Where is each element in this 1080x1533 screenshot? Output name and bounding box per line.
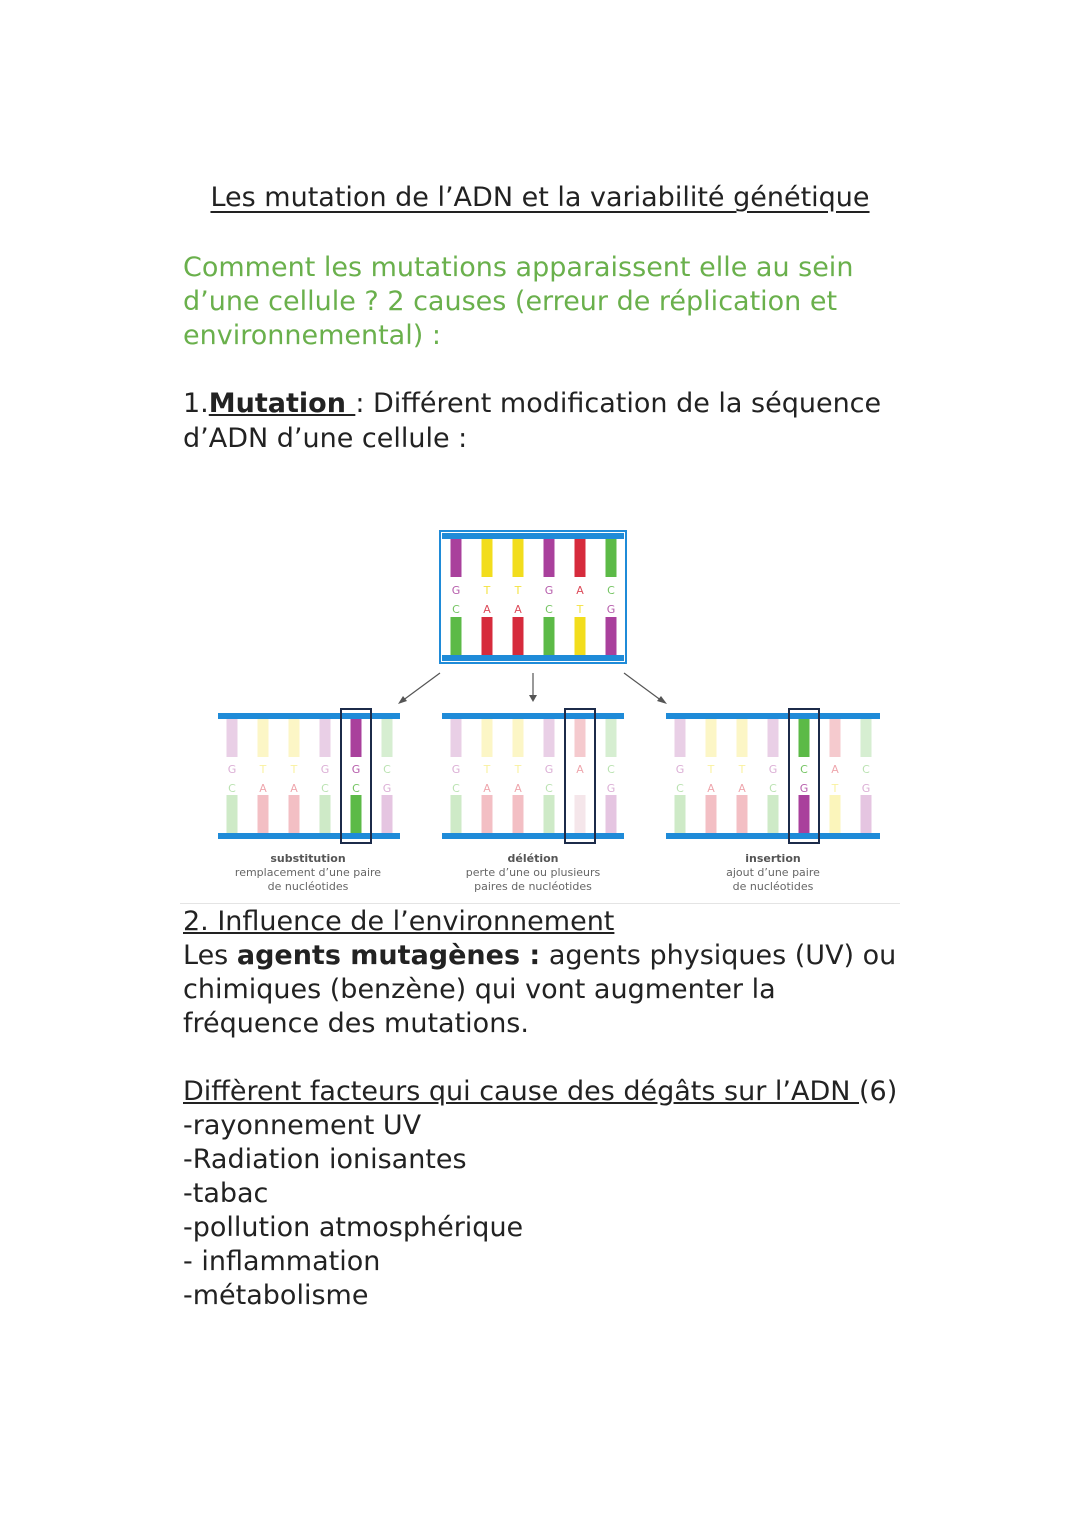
panel-insertion-base-bottom-5: T [831, 782, 839, 795]
section-divider [180, 903, 900, 904]
panel-insertion-bar-top-5 [830, 719, 841, 757]
panel-insertion-bar-bottom-5 [830, 795, 841, 833]
dna-original [440, 531, 626, 663]
list-item: -rayonnement UV [183, 1110, 422, 1141]
dna-original-bar-bottom-5 [606, 617, 617, 655]
caption-substitution-desc1: remplacement d’une paire [234, 866, 382, 879]
list-item: -pollution atmosphérique [183, 1212, 524, 1243]
panel-insertion-bar-top-4 [799, 719, 810, 757]
panel-substitution-base-bottom-2: A [290, 782, 298, 795]
panel-substitution-bar-top-4 [351, 719, 362, 757]
panel-substitution-base-bottom-5: G [382, 782, 392, 795]
caption-substitution-title: substitution [270, 852, 346, 865]
panel-substitution-bar-top-2 [289, 719, 300, 757]
arrow-right [624, 673, 662, 701]
dna-original-bar-bottom-0 [451, 617, 462, 655]
environment-section [183, 905, 903, 1041]
factors-heading-line [183, 1075, 943, 1109]
panel-insertion-bar-bottom-6 [861, 795, 872, 833]
caption-deletion-desc2: paires de nucléotides [474, 880, 592, 893]
panel-insertion-bar-top-0 [675, 719, 686, 757]
panel-deletion-base-bottom-5: G [606, 782, 616, 795]
panel-deletion-backbone-top [442, 713, 624, 719]
factors-section [183, 1075, 943, 1313]
caption-insertion-title: insertion [745, 852, 801, 865]
panel-substitution-bar-bottom-1 [258, 795, 269, 833]
panel-deletion-bar-top-5 [606, 719, 617, 757]
panel-deletion-base-top-5: C [607, 763, 615, 776]
panel-substitution-base-top-4: G [351, 763, 361, 776]
panel-deletion-bar-top-2 [513, 719, 524, 757]
panel-substitution-backbone-bottom [218, 833, 400, 839]
panel-insertion-base-top-4: C [800, 763, 808, 776]
dna-original-base-top-4: A [576, 584, 584, 597]
panel-substitution-base-top-0: G [227, 763, 237, 776]
dna-original-bar-top-2 [513, 539, 524, 577]
panel-insertion-bar-bottom-1 [706, 795, 717, 833]
panel-insertion-base-bottom-4: G [799, 782, 809, 795]
panel-insertion-base-top-2: T [738, 763, 746, 776]
panel-insertion-backbone-bottom [666, 833, 880, 839]
dna-original-backbone-top [442, 533, 624, 539]
panel-insertion-bar-bottom-0 [675, 795, 686, 833]
list-item: -tabac [183, 1178, 269, 1209]
panel-substitution-base-bottom-0: C [228, 782, 236, 795]
dna-original-bar-top-1 [482, 539, 493, 577]
panel-deletion-base-top-1: T [483, 763, 491, 776]
panel-insertion-bar-bottom-3 [768, 795, 779, 833]
mutation-text: : Différent modification de la séquence d’ADN d’une cellule : [183, 388, 882, 454]
arrow-left [402, 673, 440, 701]
dna-original-bar-top-0 [451, 539, 462, 577]
dna-original-backbone-bottom [442, 655, 624, 661]
panel-insertion-base-bottom-3: C [769, 782, 777, 795]
factors-heading: Diffèrent facteurs qui cause des dégâts sur l’ADN [183, 1076, 860, 1107]
panel-deletion-bar-bottom-5 [606, 795, 617, 833]
panel-substitution-bar-bottom-3 [320, 795, 331, 833]
panel-substitution-base-bottom-3: C [321, 782, 329, 795]
dna-original-base-top-5: C [607, 584, 615, 597]
panel-substitution-base-top-1: T [259, 763, 267, 776]
panel-deletion-bar-top-1 [482, 719, 493, 757]
panel-substitution-bar-top-3 [320, 719, 331, 757]
panel-substitution-backbone-top [218, 713, 400, 719]
page-title: Les mutation de l’ADN et la variabilité génétique [210, 182, 870, 213]
panel-insertion-bar-top-1 [706, 719, 717, 757]
panel-insertion-backbone-top [666, 713, 880, 719]
dna-original-bar-top-4 [575, 539, 586, 577]
dna-original-base-top-0: G [451, 584, 461, 597]
panel-substitution-base-bottom-4: C [352, 782, 360, 795]
factors-list [183, 1109, 943, 1313]
panel-deletion-bar-top-0 [451, 719, 462, 757]
panel-substitution-bar-bottom-0 [227, 795, 238, 833]
dna-original-bar-bottom-2 [513, 617, 524, 655]
caption-deletion-title: délétion [507, 852, 559, 865]
caption-deletion-desc1: perte d’une ou plusieurs [465, 866, 601, 879]
panel-insertion-base-bottom-0: C [676, 782, 684, 795]
dna-original-base-bottom-3: C [545, 603, 553, 616]
arrows [398, 673, 667, 704]
arrow-middle-head [529, 695, 537, 702]
panel-deletion-base-bottom-3: C [545, 782, 553, 795]
dna-original-base-bottom-2: A [514, 603, 522, 616]
list-item: -métabolisme [183, 1280, 369, 1311]
environment-text: agents physiques (UV) ou chimiques (benzène) qui vont augmenter la fréquence des mutations. [183, 940, 897, 1039]
panel-insertion-base-top-3: G [768, 763, 778, 776]
panel-substitution-bar-bottom-4 [351, 795, 362, 833]
panel-substitution-base-top-2: T [290, 763, 298, 776]
panel-deletion-base-top-0: G [451, 763, 461, 776]
caption-deletion [466, 852, 601, 893]
dna-original-base-top-2: T [514, 584, 522, 597]
panel-insertion-bar-top-2 [737, 719, 748, 757]
dna-original-base-bottom-5: G [606, 603, 616, 616]
caption-insertion [726, 852, 820, 893]
arrow-right-head [657, 696, 667, 704]
environment-paragraph [183, 939, 903, 1041]
dna-original-bar-bottom-4 [575, 617, 586, 655]
panel-deletion-base-top-4: A [576, 763, 584, 776]
panel-deletion-backbone-bottom [442, 833, 624, 839]
dna-original-bar-top-5 [606, 539, 617, 577]
panel-substitution-base-bottom-1: A [259, 782, 267, 795]
panel-deletion-bar-bottom-3 [544, 795, 555, 833]
panel-deletion-base-top-3: G [544, 763, 554, 776]
panel-insertion-bar-bottom-2 [737, 795, 748, 833]
panel-substitution-base-top-5: C [383, 763, 391, 776]
panel-deletion-base-bottom-2: A [514, 782, 522, 795]
panel-insertion-base-top-6: C [862, 763, 870, 776]
caption-substitution [235, 852, 381, 893]
panel-substitution-bar-bottom-5 [382, 795, 393, 833]
dna-original-bar-bottom-3 [544, 617, 555, 655]
panel-insertion-bar-bottom-4 [799, 795, 810, 833]
dna-mutation-diagram [210, 525, 890, 905]
dna-original-base-bottom-4: T [576, 603, 584, 616]
mutation-term: Mutation [208, 388, 356, 419]
environment-term: agents mutagènes : [236, 940, 541, 971]
caption-insertion-desc1: ajout d’une paire [726, 866, 820, 879]
panel-insertion-base-bottom-1: A [707, 782, 715, 795]
caption-insertion-desc2: de nucléotides [732, 880, 814, 893]
panel-substitution-bar-top-1 [258, 719, 269, 757]
panel-insertion [666, 709, 880, 843]
panel-deletion-bar-top-4 [575, 719, 586, 757]
panel-insertion-bar-top-3 [768, 719, 779, 757]
panel-insertion-base-bottom-6: G [861, 782, 871, 795]
panel-deletion [442, 709, 624, 843]
panel-deletion-base-bottom-1: A [483, 782, 491, 795]
panel-insertion-bar-top-6 [861, 719, 872, 757]
dna-original-frame [440, 531, 626, 663]
panel-insertion-base-top-5: A [831, 763, 839, 776]
panel-deletion-bar-bottom-0 [451, 795, 462, 833]
panel-insertion-base-top-0: G [675, 763, 685, 776]
question-text: Comment les mutations apparaissent elle au sein d’une cellule ? 2 causes (erreur de réplication et environnemental) : [183, 252, 854, 351]
panel-substitution [218, 709, 400, 843]
environment-prefix: Les [183, 940, 237, 971]
dna-original-base-top-3: G [544, 584, 554, 597]
dna-original-bar-bottom-1 [482, 617, 493, 655]
mutation-definition [183, 386, 903, 456]
panel-deletion-base-top-2: T [514, 763, 522, 776]
panel-deletion-base-bottom-0: C [452, 782, 460, 795]
panel-deletion-bar-bottom-4 [575, 795, 586, 833]
panel-deletion-bar-top-3 [544, 719, 555, 757]
dna-original-base-bottom-0: C [452, 603, 460, 616]
panel-deletion-bar-bottom-1 [482, 795, 493, 833]
caption-substitution-desc2: de nucléotides [267, 880, 349, 893]
panel-insertion-base-top-1: T [707, 763, 715, 776]
panel-insertion-base-bottom-2: A [738, 782, 746, 795]
panel-substitution-base-top-3: G [320, 763, 330, 776]
environment-heading: 2. Influence de l’environnement [183, 906, 615, 937]
panel-substitution-bar-bottom-2 [289, 795, 300, 833]
panel-substitution-bar-top-5 [382, 719, 393, 757]
panel-deletion-bar-bottom-2 [513, 795, 524, 833]
dna-original-base-top-1: T [483, 584, 491, 597]
list-item: - inflammation [183, 1246, 381, 1277]
dna-original-bar-top-3 [544, 539, 555, 577]
list-item: -Radiation ionisantes [183, 1144, 467, 1175]
mutation-number: 1. [183, 388, 209, 419]
factors-count: (6) [859, 1076, 898, 1107]
arrow-left-head [398, 696, 407, 704]
dna-original-base-bottom-1: A [483, 603, 491, 616]
panel-substitution-bar-top-0 [227, 719, 238, 757]
